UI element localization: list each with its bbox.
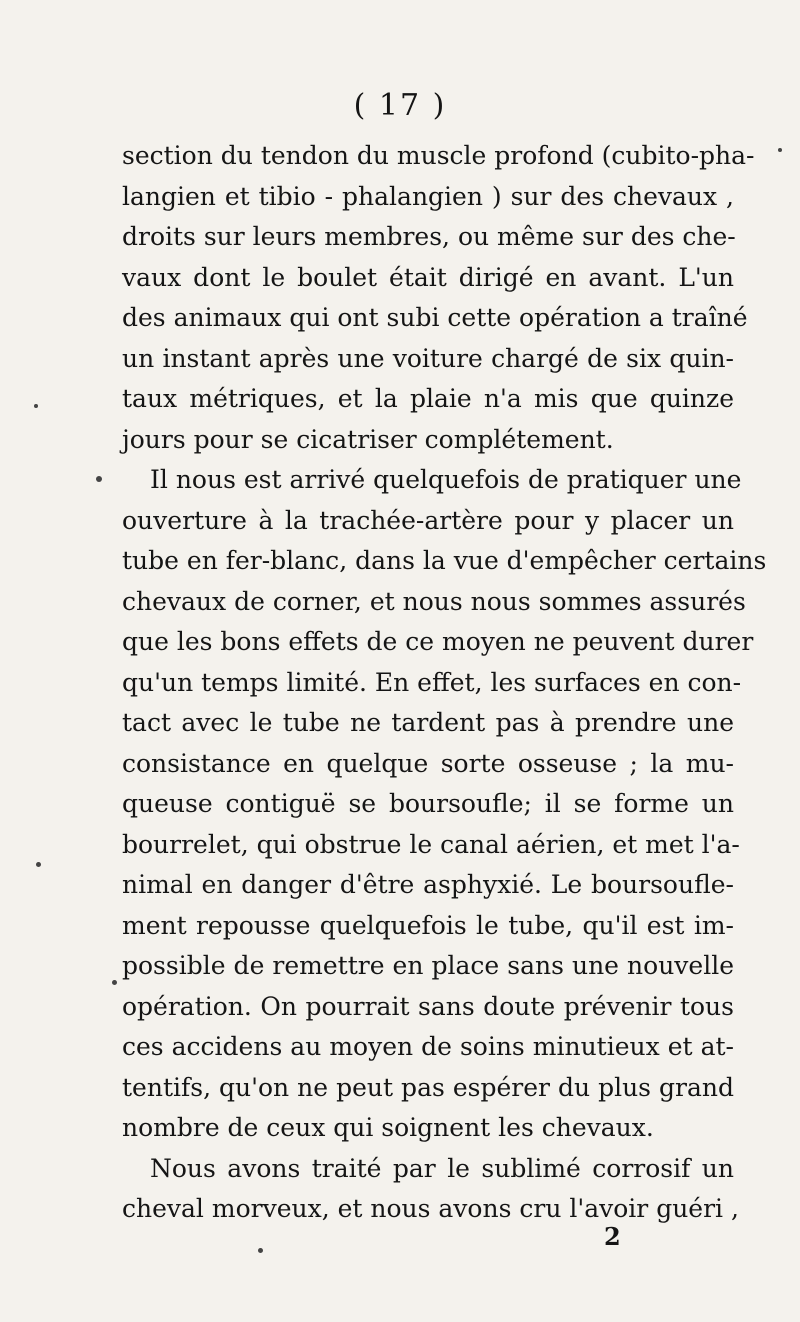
text-line: nombre de ceux qui soignent les chevaux.	[122, 1113, 654, 1142]
text-line: que les bons effets de ce moyen ne peuvent durer	[122, 627, 754, 656]
text-line: droits sur leurs membres, ou même sur des che-	[122, 222, 736, 251]
text-line: ces accidens au moyen de soins minutieux et at-	[122, 1032, 734, 1061]
text-line: nimal en danger d'être asphyxié. Le boursoufle-	[122, 870, 734, 899]
text-line: section du tendon du muscle profond (cubito-pha-	[122, 141, 755, 170]
text-line: cheval morveux, et nous avons cru l'avoir guéri ,	[122, 1194, 739, 1223]
paragraph-start-line: Il nous est arrivé quelquefois de pratiquer une	[150, 465, 742, 494]
text-line: un instant après une voiture chargé de six quin-	[122, 343, 734, 373]
text-line: possible de remettre en place sans une nouvelle	[122, 951, 734, 980]
text-line: chevaux de corner, et nous nous sommes assurés	[122, 586, 746, 616]
text-line: qu'un temps limité. En effet, les surfaces en con-	[122, 667, 742, 697]
ink-speck	[258, 1248, 263, 1253]
page-number: ( 17 )	[353, 88, 447, 123]
ink-speck	[34, 404, 38, 408]
text-line: jours pour se cicatriser complétement.	[122, 424, 614, 454]
body-text	[122, 136, 767, 1230]
text-line: tact avec le tube ne tardent pas à prendre une	[122, 708, 734, 737]
text-line: ment repousse quelquefois le tube, qu'il est im-	[122, 910, 734, 940]
text-line: bourrelet, qui obstrue le canal aérien, et met l'a-	[122, 829, 740, 859]
ink-speck	[36, 862, 41, 867]
paragraph-start-line: Nous avons traité par le sublimé corrosif un	[150, 1153, 734, 1183]
text-line: tube en fer-blanc, dans la vue d'empêcher certains	[122, 546, 767, 575]
text-line: tentifs, qu'on ne peut pas espérer du plus grand	[122, 1072, 734, 1102]
text-line: des animaux qui ont subi cette opération a traîné	[122, 303, 748, 332]
ink-speck	[112, 980, 117, 985]
text-line: consistance en quelque sorte osseuse ; la mu-	[122, 748, 734, 778]
ink-speck	[96, 476, 102, 482]
text-line: langien et tibio - phalangien ) sur des chevaux ,	[122, 181, 734, 211]
text-line: ouverture à la trachée-artère pour y placer un	[122, 505, 734, 535]
ink-speck	[778, 148, 782, 152]
signature-mark: 2	[604, 1222, 621, 1251]
text-line: opération. On pourrait sans doute prévenir tous	[122, 991, 734, 1021]
text-line: queuse contiguë se boursoufle; il se forme un	[122, 789, 734, 818]
text-line: taux métriques, et la plaie n'a mis que quinze	[122, 384, 734, 413]
text-line: vaux dont le boulet était dirigé en avant. L'un	[122, 262, 734, 292]
